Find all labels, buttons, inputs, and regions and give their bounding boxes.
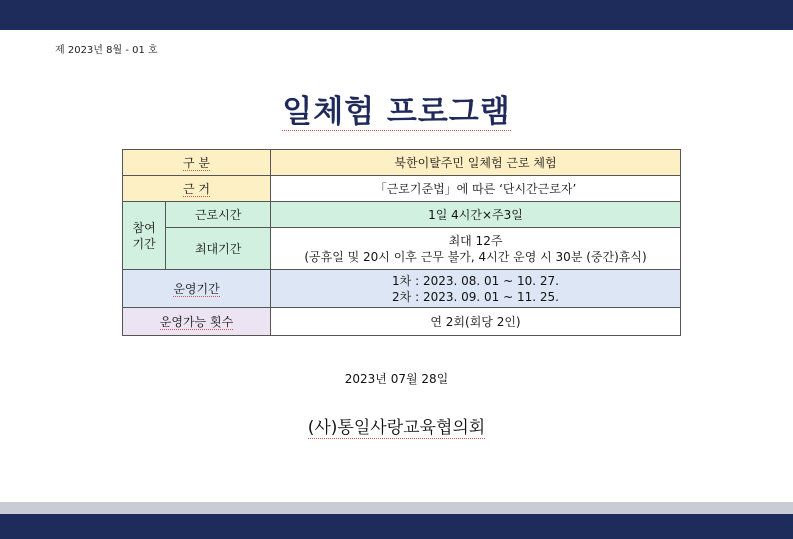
bottom-grey-strip — [0, 502, 793, 514]
participation-label-line1: 참여 — [132, 220, 156, 235]
participation-period-label — [123, 202, 166, 270]
max-period-line1: 최대 12주 — [448, 233, 503, 248]
document-title — [0, 86, 793, 131]
max-period-label: 최대기간 — [166, 228, 271, 270]
operation-period-line1: 1차 : 2023. 08. 01 ~ 10. 27. — [392, 273, 559, 288]
work-hours-label: 근로시간 — [166, 202, 271, 228]
operation-period-value — [271, 270, 681, 308]
work-hours-value: 1일 4시간×주3일 — [271, 202, 681, 228]
operation-period-label: 운영기간 — [123, 270, 271, 308]
basis-value: 「근로기준법」에 따른 ‘단시간근로자’ — [271, 176, 681, 202]
category-label: 구 분 — [123, 150, 271, 176]
operation-count-label: 운영가능 횟수 — [123, 308, 271, 336]
organization-name-text: (사)통일사랑교육협의회 — [307, 418, 486, 438]
top-banner-bar — [0, 0, 793, 30]
issue-number: 제 2023년 8월 - 01 호 — [55, 45, 158, 56]
basis-label: 근 거 — [123, 176, 271, 202]
operation-period-line2: 2차 : 2023. 09. 01 ~ 11. 25. — [392, 289, 559, 304]
participation-label-line2: 기간 — [132, 236, 156, 251]
issue-date: 2023년 07월 28일 — [344, 372, 449, 386]
max-period-value — [271, 228, 681, 270]
organization-name — [0, 413, 793, 438]
category-value: 북한이탈주민 일체험 근로 체험 — [271, 150, 681, 176]
max-period-line2: (공휴일 및 20시 이후 근무 불가, 4시간 운영 시 30분 (중간)휴식) — [304, 249, 647, 264]
operation-count-value: 연 2회(회당 2인) — [271, 308, 681, 336]
bottom-banner-bar — [0, 514, 793, 539]
document-title-text: 일체험 프로그램 — [282, 94, 511, 130]
program-info-table — [122, 149, 681, 336]
